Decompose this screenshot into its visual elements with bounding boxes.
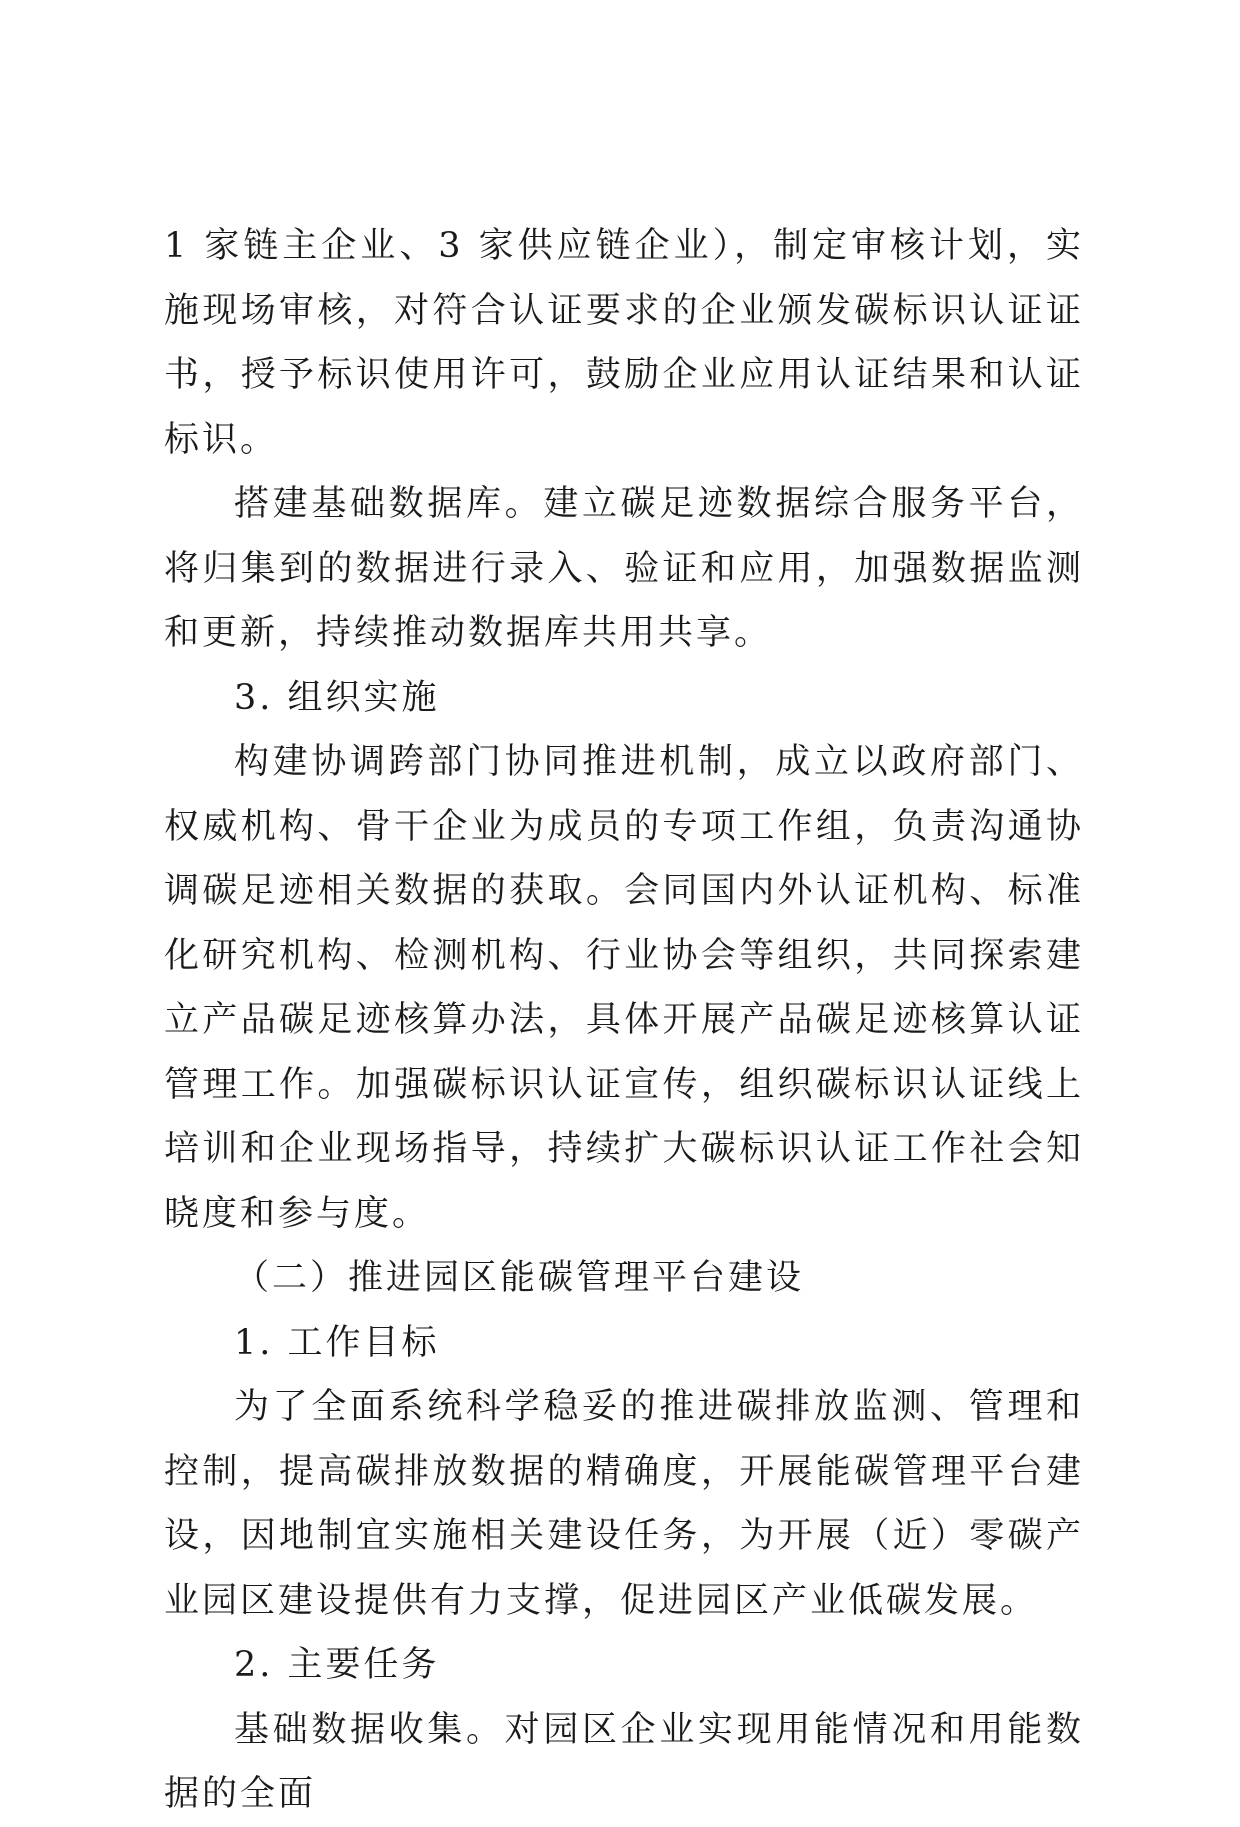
paragraph-coordination-mechanism: 构建协调跨部门协同推进机制，成立以政府部门、权威机构、骨干企业为成员的专项工作组，负责沟通协调碳足迹相关数据的获取。会同国内外认证机构、标准化研究机构、检测机构、行业协会等组织，共同探索建立产品碳足迹核算办法，具体开展产品碳足迹核算认证管理工作。加强碳标识认证宣传，组织碳标识认证线上培训和企业现场指导，持续扩大碳标识认证工作社会知晓度和参与度。 xyxy=(164,742,1084,1234)
heading-organize-implement: 3. 组织实施 xyxy=(234,677,440,718)
paragraph-cert-review: 1 家链主企业、3 家供应链企业），制定审核计划，实施现场审核，对符合认证要求的企业颁发碳标识认证证书，授予标识使用许可，鼓励企业应用认证结果和认证标识。 xyxy=(164,226,1084,460)
section-heading-energy-carbon-platform: （二）推进园区能碳管理平台建设 xyxy=(234,1258,805,1298)
paragraph-goals: 为了全面系统科学稳妥的推进碳排放监测、管理和控制，提高碳排放数据的精确度，开展能碳管理平台建设，因地制宜实施相关建设任务，为开展（近）零碳产业园区建设提供有力支撑，促进园区产业低碳发展。 xyxy=(164,1387,1084,1621)
heading-work-goals: 1. 工作目标 xyxy=(234,1322,440,1363)
paragraph-data-collection: 基础数据收集。对园区企业实现用能情况和用能数据的全面 xyxy=(164,1709,1084,1814)
paragraph-build-database: 搭建基础数据库。建立碳足迹数据综合服务平台，将归集到的数据进行录入、验证和应用，加强数据监测和更新，持续推动数据库共用共享。 xyxy=(164,484,1084,653)
document-body xyxy=(164,214,1084,1827)
heading-main-tasks: 2. 主要任务 xyxy=(234,1645,440,1685)
